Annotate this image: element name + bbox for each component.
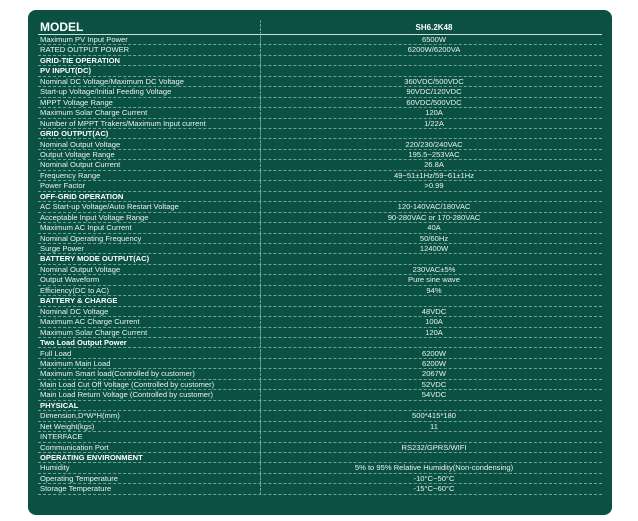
spec-row (38, 98, 602, 108)
column-divider (260, 463, 261, 473)
spec-value: 120-140VAC/180VAC (397, 202, 471, 212)
spec-value: 220/230/240VAC (405, 139, 463, 149)
spec-value: 6200W (421, 358, 447, 368)
spec-value: 120A (425, 108, 443, 118)
spec-row (38, 390, 602, 400)
spec-row (38, 181, 602, 191)
section-heading-row (38, 401, 602, 411)
spec-row (38, 140, 602, 150)
column-divider (260, 119, 261, 129)
spec-value: 90VDC/120VDC (406, 87, 462, 97)
column-divider (260, 432, 261, 442)
spec-row (38, 432, 602, 442)
spec-label: Acceptable Input Voltage Range (40, 212, 149, 222)
column-divider (260, 265, 261, 275)
spec-row (38, 160, 602, 170)
column-divider (260, 349, 261, 359)
column-divider (260, 140, 261, 150)
column-divider (260, 474, 261, 484)
column-divider (260, 286, 261, 296)
section-heading-row (38, 453, 602, 463)
column-divider (260, 45, 261, 55)
column-divider (260, 56, 261, 66)
column-divider (260, 338, 261, 348)
spec-value: 195.5~253VAC (408, 149, 460, 159)
column-divider (260, 66, 261, 76)
spec-row (38, 244, 602, 254)
column-divider (260, 20, 261, 35)
spec-label: Nominal DC Voltage/Maximum DC Voltage (40, 76, 184, 86)
spec-label: Efficiency(DC to AC) (40, 285, 110, 295)
column-divider (260, 411, 261, 421)
column-divider (260, 87, 261, 97)
spec-table (28, 10, 612, 515)
column-divider (260, 192, 261, 202)
section-title: OPERATING ENVIRONMENT (40, 453, 143, 462)
spec-label: Frequency Range (40, 170, 101, 180)
section-heading-row (38, 129, 602, 139)
spec-label: RATED OUTPUT POWER (40, 45, 130, 55)
spec-label: Surge Power (40, 244, 84, 253)
column-divider (260, 234, 261, 244)
spec-value: 52VDC (421, 379, 447, 389)
column-divider (260, 380, 261, 390)
column-divider (260, 171, 261, 181)
spec-value: 12400W (419, 244, 449, 253)
spec-row (38, 108, 602, 118)
column-divider (260, 254, 261, 264)
column-divider (260, 275, 261, 285)
spec-value: -10°C~50°C (413, 473, 455, 483)
spec-row (38, 234, 602, 244)
section-title: BATTERY MODE OUTPUT(AC) (40, 254, 150, 264)
column-divider (260, 150, 261, 160)
spec-row (38, 422, 602, 432)
header-label: MODEL (40, 20, 84, 34)
section-title: OFF-GRID OPERATION (40, 191, 124, 201)
spec-value: 6200W/6200VA (407, 45, 461, 55)
column-divider (260, 202, 261, 212)
spec-value: 54VDC (421, 390, 447, 400)
spec-label: MPPT Voltage Range (40, 97, 113, 107)
column-divider (260, 390, 261, 400)
column-divider (260, 129, 261, 139)
spec-value: 60VDC/500VDC (406, 97, 462, 107)
column-divider (260, 328, 261, 338)
spec-row (38, 411, 602, 421)
column-divider (260, 307, 261, 317)
spec-value: -15°C~60°C (413, 484, 455, 494)
spec-row (38, 77, 602, 87)
spec-label: Main Load Return Voltage (Controlled by customer) (40, 390, 214, 400)
spec-label: Output Voltage Range (40, 149, 115, 159)
column-divider (260, 484, 261, 494)
spec-label: Nominal Output Current (40, 160, 121, 170)
column-divider (260, 98, 261, 108)
spec-value: 49~51±1Hz/59~61±1Hz (393, 170, 475, 180)
spec-label: Maximum AC Input Current (40, 223, 132, 233)
column-divider (260, 35, 261, 45)
spec-value: 48VDC (421, 306, 447, 316)
spec-label: Power Factor (40, 181, 86, 191)
column-divider (260, 453, 261, 463)
spec-label: Full Load (40, 348, 72, 358)
section-title: Two Load Output Power (40, 338, 127, 348)
section-title: GRID-TIE OPERATION (40, 55, 121, 65)
spec-row (38, 119, 602, 129)
spec-row (38, 474, 602, 484)
spec-label: Main Load Cut Off Voltage (Controlled by customer) (40, 379, 215, 389)
spec-row (38, 202, 602, 212)
column-divider (260, 359, 261, 369)
spec-label: INTERFACE (40, 432, 83, 442)
spec-value: 1/22A (424, 118, 444, 128)
section-heading-row (38, 296, 602, 306)
column-divider (260, 296, 261, 306)
spec-label: Communication Port (40, 442, 109, 452)
spec-row (38, 223, 602, 233)
spec-row (38, 369, 602, 379)
column-divider (260, 181, 261, 191)
spec-value: 230VAC±5% (412, 264, 456, 274)
spec-row (38, 380, 602, 390)
spec-value: 6200W (421, 348, 447, 358)
spec-label: Maximum Solar Charge Current (40, 108, 148, 118)
spec-label: Output Waveform (40, 275, 100, 285)
spec-value: Pure sine wave (408, 275, 460, 285)
spec-label: Number of MPPT Trakers/Maximum Input current (40, 118, 206, 128)
spec-value: >0.99 (424, 181, 444, 191)
spec-row (38, 317, 602, 327)
spec-label: Storage Temperature (40, 484, 112, 494)
column-divider (260, 317, 261, 327)
spec-value: 500*415*180 (412, 411, 456, 421)
spec-label: Humidity (40, 463, 70, 473)
spec-value: 5% to 95% Relative Humidity(Non-condensing) (354, 463, 514, 473)
spec-row (38, 349, 602, 359)
spec-row (38, 150, 602, 160)
column-divider (260, 244, 261, 254)
spec-label: Nominal DC Voltage (40, 306, 109, 316)
column-divider (260, 223, 261, 233)
spec-row (38, 265, 602, 275)
column-divider (260, 401, 261, 411)
spec-row (38, 286, 602, 296)
column-divider (260, 422, 261, 432)
spec-row (38, 463, 602, 473)
column-divider (260, 160, 261, 170)
spec-row (38, 359, 602, 369)
section-title: BATTERY & CHARGE (40, 296, 118, 306)
spec-value: 26.8A (424, 160, 444, 170)
spec-value: 360VDC/500VDC (404, 76, 464, 86)
spec-value: 6500W (421, 35, 447, 44)
spec-label: AC Start-up Voltage/Auto Restart Voltage (40, 202, 179, 212)
spec-row (38, 35, 602, 45)
header-model-value: SH6.2K48 (415, 23, 453, 32)
section-title: PHYSICAL (40, 400, 79, 410)
spec-value: RS232/GPRS/WIFI (401, 442, 467, 452)
spec-value: 94% (426, 285, 442, 295)
section-title: PV INPUT(DC) (40, 66, 92, 76)
spec-row (38, 443, 602, 453)
spec-label: Maximum AC Charge Current (40, 317, 140, 327)
spec-label: Maximum Smart load(Controlled by customer) (40, 369, 195, 379)
spec-row (38, 213, 602, 223)
spec-label: Nominal Output Voltage (40, 264, 121, 274)
spec-label: Operating Temperature (40, 473, 118, 483)
spec-value: 90-280VAC or 170-280VAC (387, 212, 481, 222)
spec-value: 2067W (421, 369, 447, 379)
spec-label: Nominal Operating Frequency (40, 233, 142, 243)
spec-value: 100A (425, 317, 443, 327)
column-divider (260, 443, 261, 453)
section-heading-row (38, 56, 602, 66)
column-divider (260, 108, 261, 118)
column-divider (260, 77, 261, 87)
spec-value: 11 (430, 421, 438, 431)
spec-label: Nominal Output Voltage (40, 139, 121, 149)
spec-label: Maximum PV Input Power (40, 35, 128, 44)
spec-row (38, 275, 602, 285)
spec-row (38, 171, 602, 181)
section-heading-row (38, 192, 602, 202)
spec-value: 50/60Hz (419, 233, 449, 243)
spec-header-row (38, 20, 602, 35)
spec-label: Dimension,D*W*H(mm) (40, 411, 120, 421)
spec-label: Net Weight(kgs) (40, 421, 95, 431)
spec-row (38, 484, 602, 494)
column-divider (260, 213, 261, 223)
spec-value: 120A (425, 327, 443, 337)
spec-row (38, 328, 602, 338)
section-heading-row (38, 254, 602, 264)
spec-row (38, 45, 602, 55)
spec-label: Maximum Solar Charge Current (40, 327, 148, 337)
spec-row (38, 87, 602, 97)
spec-label: Maximum Main Load (40, 358, 111, 368)
column-divider (260, 369, 261, 379)
section-heading-row (38, 338, 602, 348)
spec-row (38, 307, 602, 317)
section-title: GRID OUTPUT(AC) (40, 129, 109, 139)
spec-value: 40A (427, 223, 441, 233)
spec-label: Start-up Voltage/Initial Feeding Voltage (40, 87, 172, 97)
section-heading-row (38, 66, 602, 76)
